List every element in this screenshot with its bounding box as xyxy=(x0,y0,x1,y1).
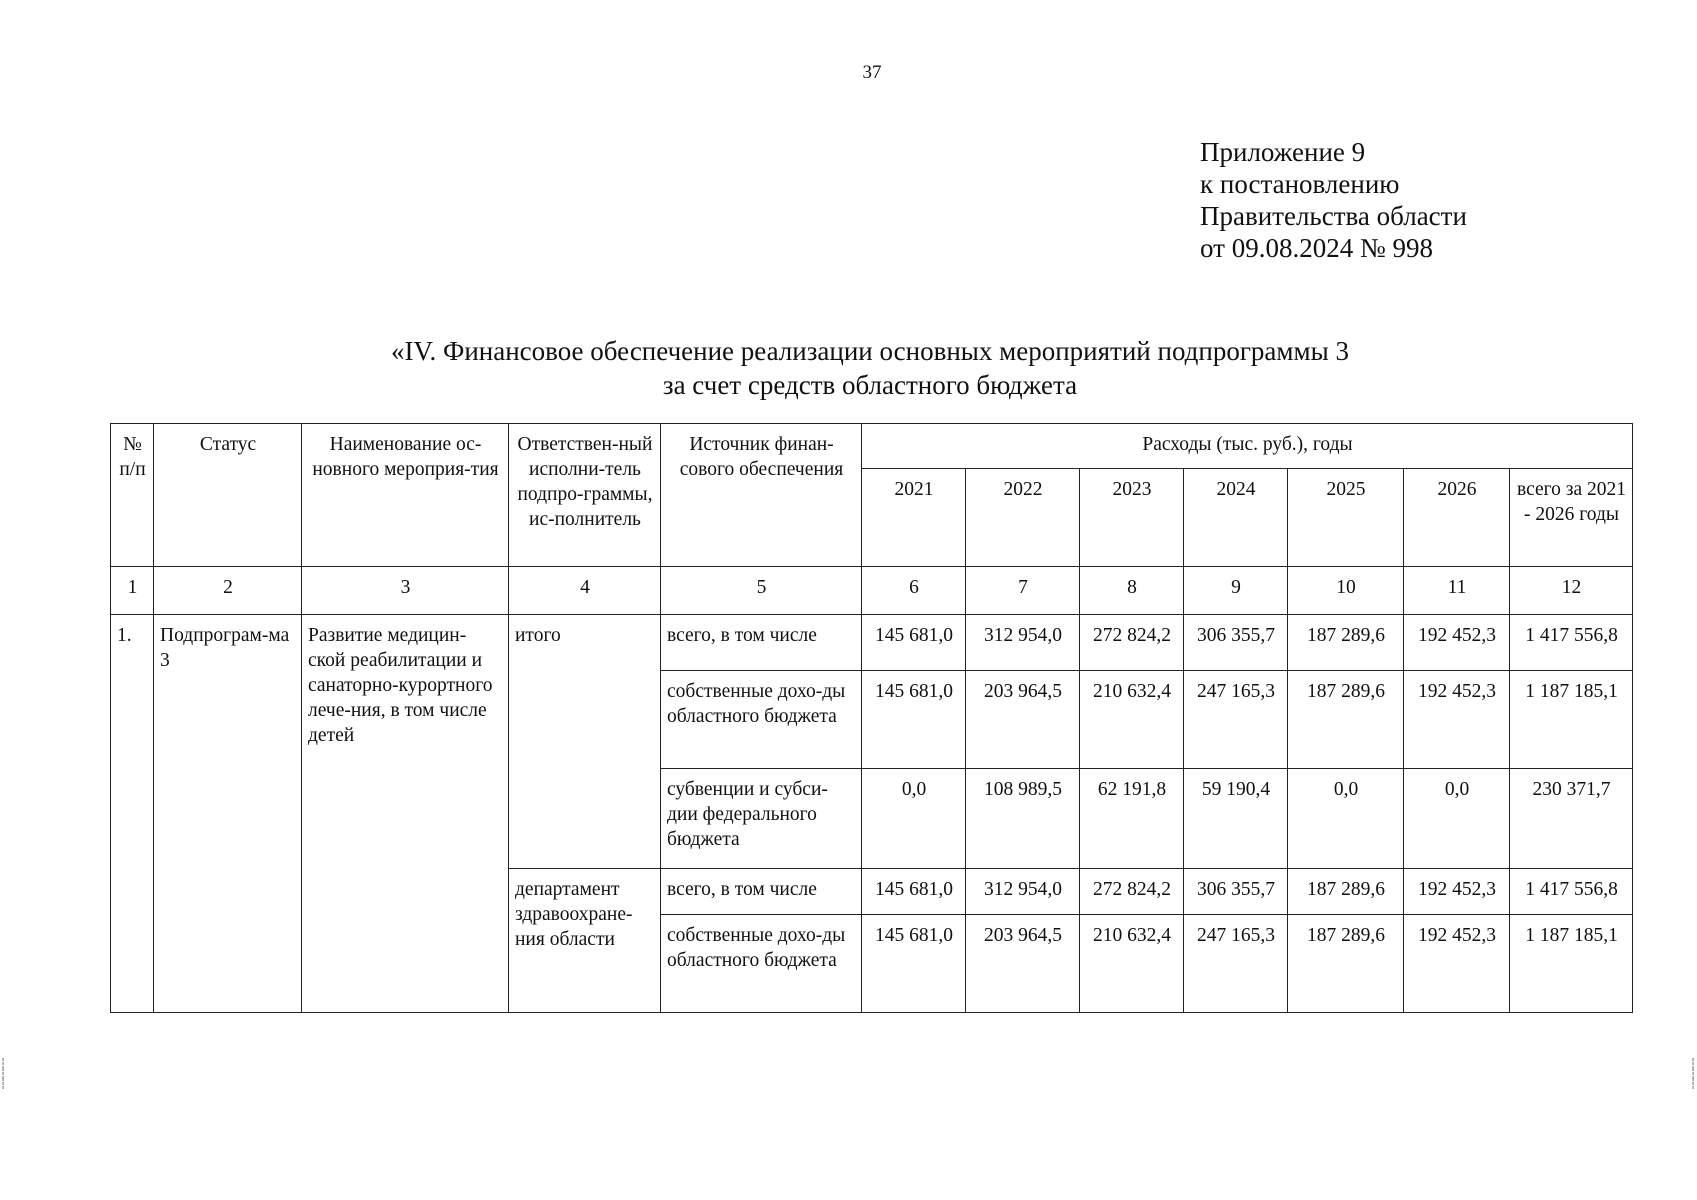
column-number: 10 xyxy=(1288,567,1404,615)
scan-edge-mark: ┆ ┆ ┆ xyxy=(1690,1059,1697,1090)
value-cell-total: 1 187 185,1 xyxy=(1510,671,1633,769)
funding-source: собственные дохо-ды областного бюджета xyxy=(661,915,862,1013)
column-number: 11 xyxy=(1404,567,1510,615)
title-line: за счет средств областного бюджета xyxy=(662,370,1078,400)
header-year: 2023 xyxy=(1080,469,1184,567)
value-cell: 210 632,4 xyxy=(1080,671,1184,769)
column-number: 5 xyxy=(661,567,862,615)
value-cell-total: 230 371,7 xyxy=(1510,769,1633,869)
value-cell: 312 954,0 xyxy=(966,615,1080,671)
value-cell: 272 824,2 xyxy=(1080,869,1184,915)
header-year: 2026 xyxy=(1404,469,1510,567)
budget-table xyxy=(110,423,1633,1013)
value-cell: 0,0 xyxy=(1404,769,1510,869)
value-cell: 145 681,0 xyxy=(862,671,966,769)
value-cell: 306 355,7 xyxy=(1184,615,1288,671)
entry-num: 1. xyxy=(111,615,154,1013)
header-year: 2025 xyxy=(1288,469,1404,567)
value-cell: 312 954,0 xyxy=(966,869,1080,915)
value-cell: 247 165,3 xyxy=(1184,671,1288,769)
title-line: «IV. Финансовое обеспечение реализации основных мероприятий подпрограммы 3 xyxy=(391,336,1349,366)
document-title xyxy=(110,334,1630,402)
header-expenses: Расходы (тыс. руб.), годы xyxy=(862,424,1633,469)
funding-source: всего, в том числе xyxy=(661,869,862,915)
value-cell: 203 964,5 xyxy=(966,915,1080,1013)
responsible-executor: департамент здравоохране-ния области xyxy=(509,869,661,1013)
page-number: 37 xyxy=(862,62,882,83)
value-cell: 62 191,8 xyxy=(1080,769,1184,869)
value-cell: 59 190,4 xyxy=(1184,769,1288,869)
value-cell: 306 355,7 xyxy=(1184,869,1288,915)
value-cell: 0,0 xyxy=(862,769,966,869)
column-number: 4 xyxy=(509,567,661,615)
header-total: всего за 2021 - 2026 годы xyxy=(1510,469,1633,567)
appendix-block xyxy=(1200,136,1467,264)
value-cell: 187 289,6 xyxy=(1288,671,1404,769)
column-number: 8 xyxy=(1080,567,1184,615)
value-cell: 187 289,6 xyxy=(1288,615,1404,671)
appendix-line: Приложение 9 xyxy=(1200,137,1366,167)
value-cell: 187 289,6 xyxy=(1288,869,1404,915)
value-cell: 192 452,3 xyxy=(1404,615,1510,671)
header-activity-name: Наименование ос-новного мероприя-тия xyxy=(302,424,509,567)
appendix-line: к постановлению xyxy=(1200,169,1400,199)
column-number: 3 xyxy=(302,567,509,615)
scan-edge-mark: ┆ ┆ ┆ xyxy=(0,1059,7,1090)
value-cell: 192 452,3 xyxy=(1404,869,1510,915)
value-cell: 203 964,5 xyxy=(966,671,1080,769)
header-num: № п/п xyxy=(111,424,154,567)
funding-source: субвенции и субси-дии федерального бюджета xyxy=(661,769,862,869)
header-responsible: Ответствен-ный исполни-тель подпро-граммы, ис-полнитель xyxy=(509,424,661,567)
value-cell-total: 1 187 185,1 xyxy=(1510,915,1633,1013)
table-row xyxy=(111,615,1633,671)
entry-activity-name: Развитие медицин-ской реабилитации и санаторно-курортного лече-ния, в том числе детей xyxy=(302,615,509,1013)
value-cell-total: 1 417 556,8 xyxy=(1510,615,1633,671)
entry-status: Подпрограм-ма 3 xyxy=(154,615,302,1013)
appendix-line: Правительства области xyxy=(1200,201,1467,231)
value-cell: 145 681,0 xyxy=(862,615,966,671)
header-status: Статус xyxy=(154,424,302,567)
column-number: 9 xyxy=(1184,567,1288,615)
header-source: Источник финан-сового обеспечения xyxy=(661,424,862,567)
header-year: 2021 xyxy=(862,469,966,567)
column-number: 1 xyxy=(111,567,154,615)
value-cell: 210 632,4 xyxy=(1080,915,1184,1013)
value-cell: 192 452,3 xyxy=(1404,671,1510,769)
column-number: 12 xyxy=(1510,567,1633,615)
column-number: 2 xyxy=(154,567,302,615)
value-cell: 145 681,0 xyxy=(862,915,966,1013)
funding-source: собственные дохо-ды областного бюджета xyxy=(661,671,862,769)
value-cell: 0,0 xyxy=(1288,769,1404,869)
value-cell: 247 165,3 xyxy=(1184,915,1288,1013)
column-number: 6 xyxy=(862,567,966,615)
value-cell: 108 989,5 xyxy=(966,769,1080,869)
value-cell-total: 1 417 556,8 xyxy=(1510,869,1633,915)
value-cell: 187 289,6 xyxy=(1288,915,1404,1013)
column-number: 7 xyxy=(966,567,1080,615)
funding-source: всего, в том числе xyxy=(661,615,862,671)
appendix-line: от 09.08.2024 № 998 xyxy=(1200,233,1433,263)
header-year: 2024 xyxy=(1184,469,1288,567)
value-cell: 145 681,0 xyxy=(862,869,966,915)
value-cell: 272 824,2 xyxy=(1080,615,1184,671)
responsible-executor: итого xyxy=(509,615,661,869)
header-year: 2022 xyxy=(966,469,1080,567)
value-cell: 192 452,3 xyxy=(1404,915,1510,1013)
